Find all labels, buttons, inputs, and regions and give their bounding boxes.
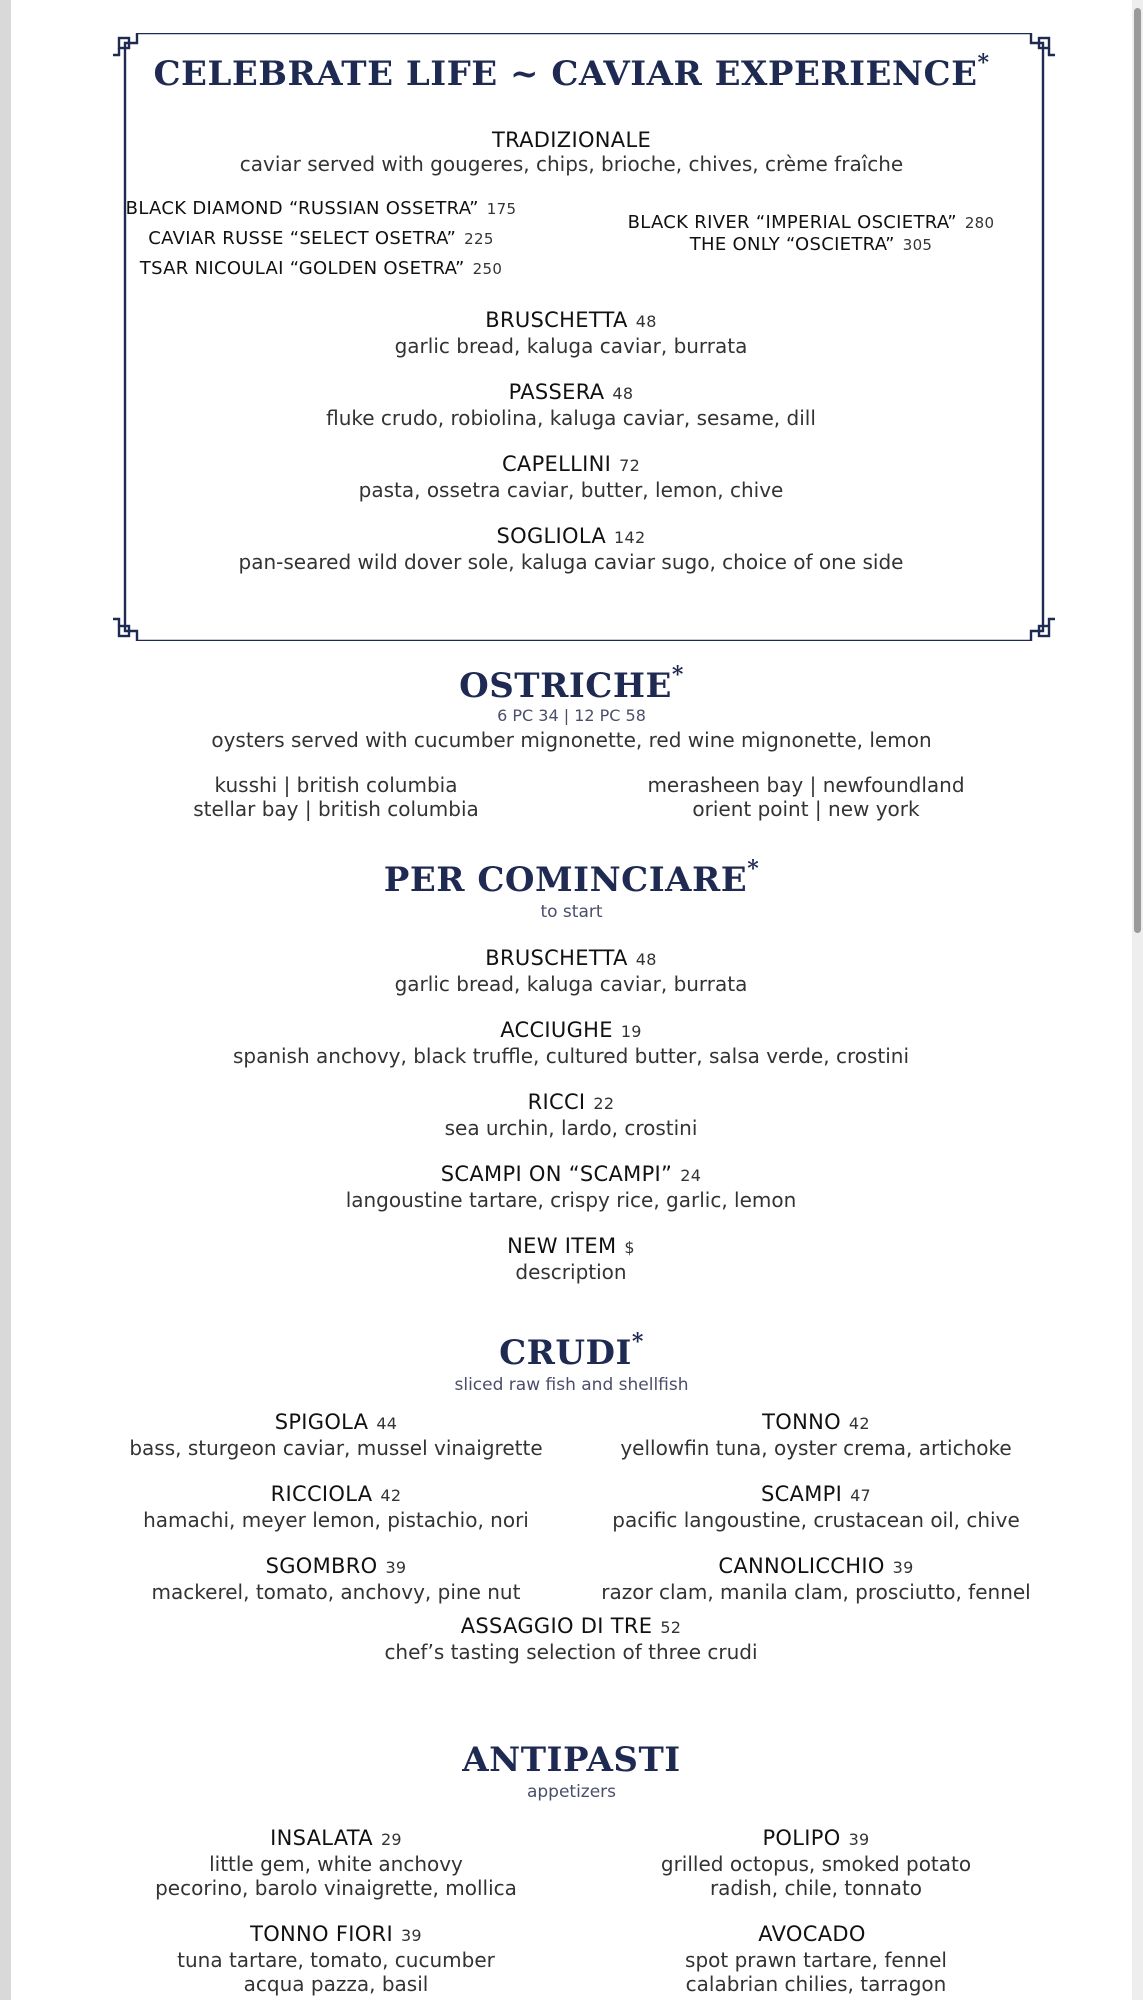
menu-item (61, 1554, 611, 1604)
menu-item (291, 1614, 851, 1664)
item-desc: mackerel, tomato, anchovy, pine nut (151, 1580, 521, 1604)
item-desc: grilled octopus, smoked potato (660, 1852, 972, 1876)
item-price: 48 (635, 950, 657, 969)
item-price: 39 (848, 1830, 870, 1849)
caviar-option-price: 280 (964, 214, 995, 232)
oyster-variety: stellar bay | british columbia (193, 797, 479, 821)
caviar-right-list (591, 212, 1031, 256)
oyster-variety: kusshi | british columbia (214, 773, 458, 797)
item-price: 72 (619, 456, 641, 475)
cominciare-title-text: PER COMINCIARE (383, 860, 748, 900)
item-price: 29 (380, 1830, 402, 1849)
item-name: SGOMBRO (265, 1554, 378, 1578)
menu-item (541, 1482, 1091, 1532)
item-price: 39 (400, 1926, 422, 1945)
caviar-option-name: BLACK RIVER “IMPERIAL OSCIETRA” (627, 212, 957, 233)
item-desc: pasta, ossetra caviar, butter, lemon, chive (358, 478, 784, 502)
caviar-title-text: CELEBRATE LIFE ~ CAVIAR EXPERIENCE (153, 54, 978, 94)
item-name: INSALATA (270, 1826, 373, 1850)
caviar-title (11, 50, 1132, 94)
tradizionale-name: TRADIZIONALE (491, 128, 652, 152)
menu-item (61, 1826, 611, 1900)
tradizionale-block (11, 128, 1132, 176)
item-price: 142 (614, 528, 646, 547)
menu-item (191, 1018, 951, 1068)
item-desc: acqua pazza, basil (243, 1972, 429, 1996)
oyster-variety: merasheen bay | newfoundland (647, 773, 965, 797)
crudi-title (11, 1329, 1132, 1373)
item-desc: langoustine tartare, crispy rice, garlic, lemon (345, 1188, 797, 1212)
item-desc: garlic bread, kaluga caviar, burrata (394, 334, 748, 358)
item-name: ACCIUGHE (500, 1018, 613, 1042)
item-desc: little gem, white anchovy (209, 1852, 463, 1876)
item-name: POLIPO (762, 1826, 841, 1850)
caviar-option (101, 194, 541, 224)
menu-item (541, 1922, 1091, 1996)
item-desc: pan-seared wild dover sole, kaluga caviar sugo, choice of one side (238, 550, 904, 574)
item-desc: garlic bread, kaluga caviar, burrata (394, 972, 748, 996)
item-desc: calabrian chilies, tarragon (685, 1972, 947, 1996)
menu-item (541, 1554, 1091, 1604)
item-name: TONNO (762, 1410, 841, 1434)
caviar-option (101, 224, 541, 254)
caviar-option-name: BLACK DIAMOND “RUSSIAN OSSETRA” (125, 198, 479, 219)
caviar-option (101, 254, 541, 284)
item-name: BRUSCHETTA (485, 308, 628, 332)
menu-item (61, 1482, 611, 1532)
menu-item (541, 1826, 1091, 1900)
item-desc: fluke crudo, robiolina, kaluga caviar, sesame, dill (326, 406, 816, 430)
item-price: 44 (376, 1414, 398, 1433)
oyster-variety: orient point | new york (692, 797, 920, 821)
item-price: 52 (660, 1618, 682, 1637)
oyster-left-list (111, 773, 561, 821)
cominciare-subtitle: to start (540, 902, 603, 922)
menu-item (291, 380, 851, 430)
item-price: 47 (850, 1486, 872, 1505)
caviar-option-price: 305 (902, 236, 933, 254)
item-desc: sea urchin, lardo, crostini (444, 1116, 698, 1140)
cominciare-title (11, 856, 1132, 900)
menu-item (541, 1410, 1091, 1460)
item-desc: hamachi, meyer lemon, pistachio, nori (143, 1508, 529, 1532)
item-desc: chef’s tasting selection of three crudi (384, 1640, 758, 1664)
caviar-option-price: 250 (472, 260, 503, 278)
item-desc: spot prawn tartare, fennel (685, 1948, 947, 1972)
item-price: 22 (593, 1094, 615, 1113)
item-name: SCAMPI ON “SCAMPI” (440, 1162, 673, 1186)
scrollbar-track[interactable] (1132, 0, 1143, 2000)
item-price: 39 (892, 1558, 914, 1577)
item-name: TONNO FIORI (250, 1922, 393, 1946)
item-price: $ (624, 1238, 635, 1257)
menu-item (61, 1922, 611, 1996)
menu-item (291, 1090, 851, 1140)
menu-item (61, 1410, 611, 1460)
crudi-title-star: * (631, 1329, 644, 1355)
item-price: 19 (620, 1022, 642, 1041)
item-name: CAPELLINI (501, 452, 612, 476)
menu-item (291, 1234, 851, 1284)
item-price: 39 (385, 1558, 407, 1577)
item-name: SCAMPI (760, 1482, 843, 1506)
item-desc: radish, chile, tonnato (709, 1876, 923, 1900)
item-desc: pecorino, barolo vinaigrette, mollica (155, 1876, 517, 1900)
menu-item (291, 946, 851, 996)
item-name: RICCIOLA (270, 1482, 373, 1506)
crudi-subtitle: sliced raw fish and shellfish (454, 1375, 689, 1395)
menu-item (291, 452, 851, 502)
oyster-right-list (581, 773, 1031, 821)
caviar-title-star: * (977, 50, 990, 76)
ostriche-title-star: * (671, 662, 684, 688)
item-name: SOGLIOLA (496, 524, 607, 548)
item-desc: tuna tartare, tomato, cucumber (177, 1948, 495, 1972)
item-price: 42 (380, 1486, 402, 1505)
menu-item (291, 308, 851, 358)
item-desc: spanish anchovy, black truffle, cultured butter, salsa verde, crostini (232, 1044, 910, 1068)
item-desc: pacific langoustine, crustacean oil, chive (612, 1508, 1020, 1532)
menu-page (11, 0, 1132, 2000)
ostriche-pricing: 6 PC 34 | 12 PC 58 (497, 706, 646, 725)
item-name: SPIGOLA (274, 1410, 369, 1434)
item-price: 48 (612, 384, 634, 403)
item-name: NEW ITEM (507, 1234, 617, 1258)
menu-item (161, 524, 981, 574)
item-desc: razor clam, manila clam, prosciutto, fennel (601, 1580, 1031, 1604)
antipasti-subtitle: appetizers (526, 1782, 617, 1802)
item-price: 24 (680, 1166, 702, 1185)
item-desc: bass, sturgeon caviar, mussel vinaigrette (129, 1436, 543, 1460)
menu-item (291, 1162, 851, 1212)
caviar-left-list (101, 194, 541, 284)
tradizionale-desc: caviar served with gougeres, chips, brioche, chives, crème fraîche (239, 152, 904, 176)
caviar-option-price: 225 (464, 230, 494, 248)
ostriche-title-text: OSTRICHE (459, 666, 672, 706)
caviar-option-name: CAVIAR RUSSE “SELECT OSETRA” (148, 228, 457, 249)
caviar-option (591, 212, 1031, 234)
caviar-option (591, 234, 1031, 256)
item-name: CANNOLICCHIO (718, 1554, 885, 1578)
antipasti-title (11, 1740, 1132, 1780)
caviar-option-price: 175 (486, 200, 517, 218)
item-name: BRUSCHETTA (485, 946, 628, 970)
antipasti-title-text: ANTIPASTI (462, 1740, 681, 1780)
item-name: RICCI (527, 1090, 586, 1114)
scrollbar-thumb[interactable] (1134, 8, 1141, 933)
item-desc: yellowfin tuna, oyster crema, artichoke (620, 1436, 1012, 1460)
crudi-title-text: CRUDI (499, 1333, 632, 1373)
item-name: ASSAGGIO DI TRE (460, 1614, 653, 1638)
caviar-option-name: THE ONLY “OSCIETRA” (689, 234, 895, 255)
item-price: 42 (848, 1414, 870, 1433)
caviar-option-name: TSAR NICOULAI “GOLDEN OSETRA” (139, 258, 465, 279)
ostriche-desc: oysters served with cucumber mignonette, red wine mignonette, lemon (211, 728, 932, 752)
item-price: 48 (635, 312, 657, 331)
ostriche-title (11, 662, 1132, 706)
item-name: AVOCADO (758, 1922, 866, 1946)
item-name: PASSERA (508, 380, 605, 404)
left-gutter (0, 0, 11, 2000)
cominciare-title-star: * (747, 856, 760, 882)
item-desc: description (515, 1260, 627, 1284)
